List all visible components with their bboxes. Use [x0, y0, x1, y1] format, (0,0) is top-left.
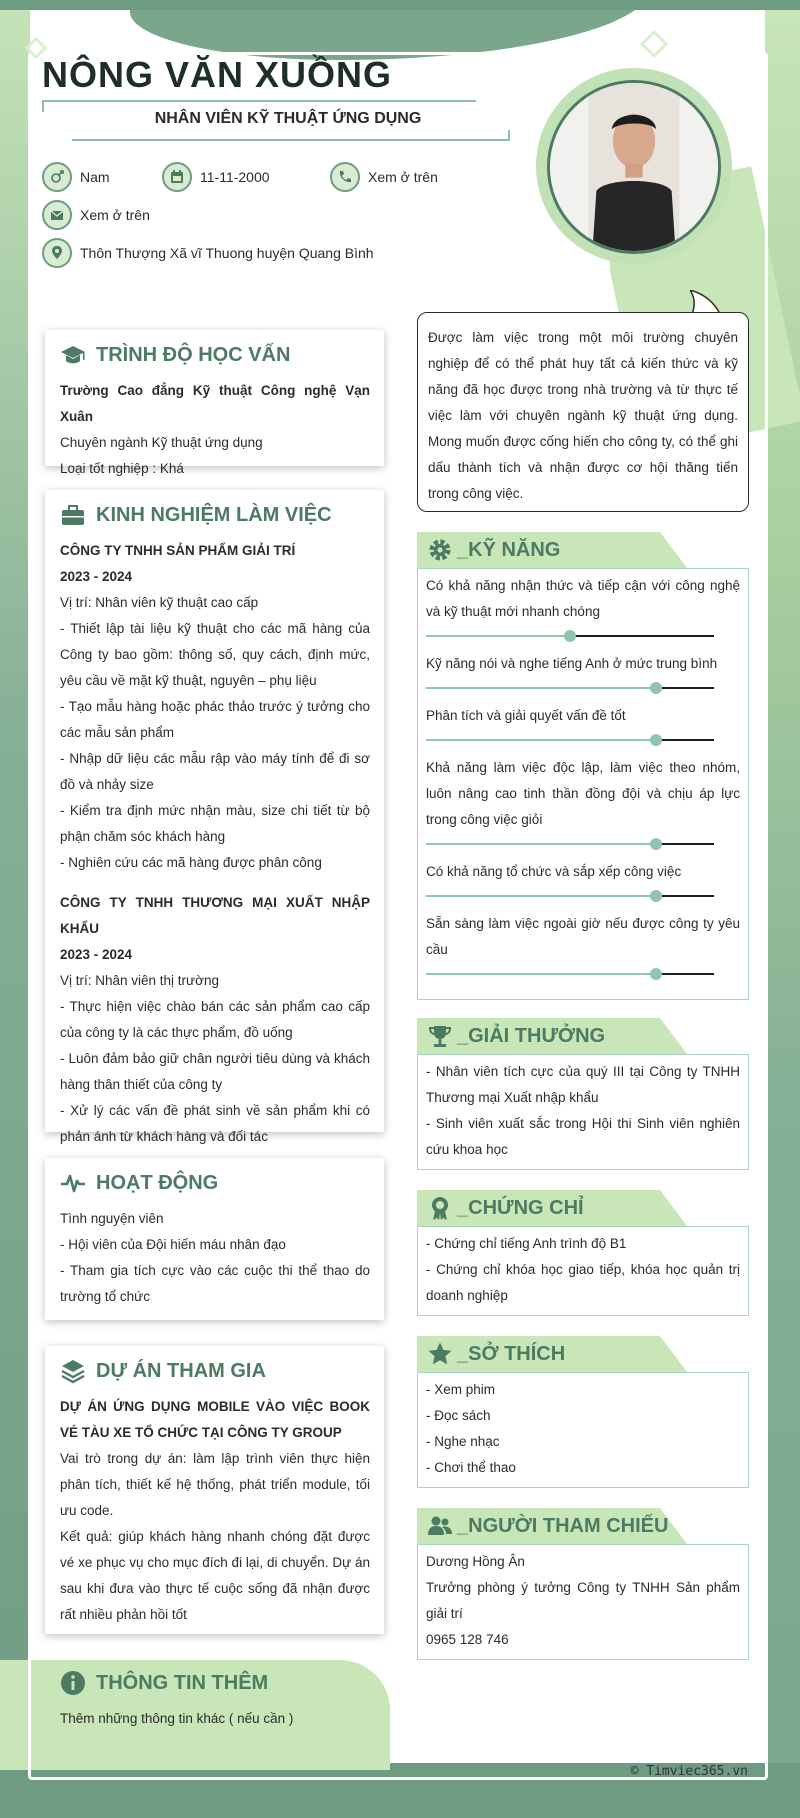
project-result: Kết quả: giúp khách hàng nhanh chóng đặt được vé xe phục vụ cho mục đích đi lại, di chuyển. Dự án sau khi đưa vào thực tế cuộc sống đã nhận được rất nhiều phản hồi tốt	[60, 1529, 370, 1622]
skill-item	[426, 651, 740, 699]
hobby-item: - Xem phim	[426, 1382, 496, 1397]
gender-info	[42, 162, 110, 192]
skill-item	[426, 755, 740, 855]
skill-label: Có khả năng nhận thức và tiếp cận với công nghệ và kỹ thuật mới nhanh chóng	[426, 578, 740, 619]
education-heading	[60, 340, 370, 370]
job-duty: - Thực hiện việc chào bán các sản phẩm cao cấp của công ty là các thực phẩm, đồ uống	[60, 999, 370, 1040]
certificate-item: - Chứng chỉ tiếng Anh trình độ B1	[426, 1236, 627, 1251]
gender-icon	[42, 162, 72, 192]
education-major: Chuyên ngành Kỹ thuật ứng dụng	[60, 435, 263, 450]
skill-label: Kỹ năng nói và nghe tiếng Anh ở mức trung bình	[426, 656, 718, 671]
job-position: Vị trí: Nhân viên kỹ thuật cao cấp	[60, 595, 259, 610]
job-company: CÔNG TY TNHH SẢN PHẨM GIẢI TRÍ	[60, 543, 296, 558]
briefcase-icon	[60, 502, 86, 528]
education-school: Trường Cao đẳng Kỹ thuật Công nghệ Vạn Xuân	[60, 383, 370, 424]
skills-heading	[417, 532, 749, 568]
job-duty: - Luôn đảm bảo giữ chân người tiêu dùng và khách hàng thân thiết của công ty	[60, 1051, 370, 1092]
gear-icon	[427, 537, 453, 563]
email-icon	[42, 200, 72, 230]
references-heading	[417, 1508, 749, 1544]
career-objective	[417, 312, 749, 512]
reference-details	[417, 1544, 749, 1660]
job-duty: - Nhập dữ liệu các mẫu rập vào máy tính để đi sơ đồ và nhảy size	[60, 751, 370, 792]
footer-watermark: © Timviec365.vn	[630, 1764, 748, 1779]
experience-title: KINH NGHIỆM LÀM VIỆC	[96, 504, 332, 526]
certificate-badge-icon	[427, 1195, 453, 1221]
certificates-list	[417, 1226, 749, 1316]
trophy-icon	[427, 1023, 453, 1049]
skill-label: Có khả năng tổ chức và sắp xếp công việc	[426, 864, 682, 879]
experience-heading	[60, 500, 370, 530]
hobbies-heading	[417, 1336, 749, 1372]
education-section	[45, 330, 384, 476]
job-duty: - Thiết lập tài liệu kỹ thuật cho các mã hàng của Công ty bao gồm: thông số, quy cách, định mức, yêu cầu về mặt kỹ thuật, nguyên – phụ liệu	[60, 621, 370, 688]
job-duty: - Xử lý các vấn đề phát sinh về sản phẩm khi có phản ánh từ khách hàng và đối tác	[60, 1103, 370, 1144]
job-entry	[60, 538, 370, 876]
hobby-item: - Chơi thể thao	[426, 1460, 516, 1475]
skill-item	[426, 573, 740, 647]
address-info	[42, 238, 374, 268]
address-value: Thôn Thượng Xã vĩ Thuong huyện Quang Bình	[80, 245, 374, 261]
skills-section	[417, 532, 749, 1000]
certificates-heading	[417, 1190, 749, 1226]
email-info	[42, 200, 150, 230]
hobby-item: - Nghe nhạc	[426, 1434, 500, 1449]
project-name: DỰ ÁN ỨNG DỤNG MOBILE VÀO VIỆC BOOK VÉ TÀU XE TỔ CHỨC TẠI CÔNG TY GROUP	[60, 1399, 370, 1440]
activities-heading	[60, 1168, 370, 1198]
extra-info-title: THÔNG TIN THÊM	[96, 1672, 269, 1694]
name-underline	[42, 100, 476, 102]
experience-section	[45, 490, 384, 1144]
reference-position: Trưởng phòng ý tưởng Công ty TNHH Sản phẩm giải trí	[426, 1580, 740, 1621]
activity-line: - Hội viên của Đội hiến máu nhân đạo	[60, 1237, 286, 1252]
hobbies-title: _SỞ THÍCH	[457, 1342, 566, 1365]
phone-info	[330, 162, 438, 192]
skill-level-bar	[426, 677, 740, 699]
award-item: - Sinh viên xuất sắc trong Hội thi Sinh viên nghiên cứu khoa học	[426, 1116, 740, 1157]
education-title: TRÌNH ĐỘ HỌC VẤN	[96, 344, 291, 366]
speech-bubble-tail	[690, 290, 730, 314]
activities-section	[45, 1158, 384, 1320]
job-position: Vị trí: Nhân viên thị trường	[60, 973, 219, 988]
phone-value: Xem ở trên	[368, 169, 438, 185]
skill-item	[426, 911, 740, 985]
avatar	[547, 80, 721, 254]
projects-section	[45, 1346, 384, 1634]
hobbies-section	[417, 1336, 749, 1488]
hobbies-list	[417, 1372, 749, 1488]
calendar-icon	[162, 162, 192, 192]
skills-list	[417, 568, 749, 1000]
skill-label: Sẵn sàng làm việc ngoài giờ nếu được công ty yêu cầu	[426, 916, 740, 957]
education-grade: Loại tốt nghiệp : Khá	[60, 461, 184, 476]
references-section	[417, 1508, 749, 1660]
hobby-item: - Đọc sách	[426, 1408, 491, 1423]
job-period: 2023 - 2024	[60, 947, 133, 962]
activity-line: - Tham gia tích cực vào các cuộc thi thể thao do trường tổ chức	[60, 1263, 370, 1304]
job-period: 2023 - 2024	[60, 569, 133, 584]
awards-list	[417, 1054, 749, 1170]
dob-value: 11-11-2000	[200, 169, 270, 185]
award-item: - Nhân viên tích cực của quý III tại Công ty TNHH Thương mại Xuất nhập khẩu	[426, 1064, 740, 1105]
projects-heading	[60, 1356, 370, 1386]
extra-info-section	[45, 1668, 384, 1732]
awards-section	[417, 1018, 749, 1170]
candidate-name: NÔNG VĂN XUỒNG	[42, 54, 393, 95]
skill-item	[426, 859, 740, 907]
job-duty: - Tạo mẫu hàng hoặc phác thảo trước ý tưởng cho các mẫu sản phẩm	[60, 699, 370, 740]
star-icon	[427, 1341, 453, 1367]
awards-title: _GIẢI THƯỞNG	[457, 1024, 606, 1047]
activities-title: HOẠT ĐỘNG	[96, 1172, 219, 1194]
job-company: CÔNG TY TNHH THƯƠNG MẠI XUẤT NHẬP KHẨU	[60, 895, 370, 936]
references-title: _NGƯỜI THAM CHIẾU	[457, 1514, 669, 1537]
project-role: Vai trò trong dự án: làm lập trình viên thực hiện phân tích, thiết kế hệ thống, phát triển module, tối ưu code.	[60, 1451, 370, 1518]
certificate-item: - Chứng chỉ khóa học giao tiếp, khóa học quản trị doanh nghiệp	[426, 1262, 740, 1303]
reference-phone: 0965 128 746	[426, 1632, 509, 1647]
skill-label: Phân tích và giải quyết vấn đề tốt	[426, 708, 626, 723]
skill-level-bar	[426, 963, 740, 985]
activity-line: Tình nguyện viên	[60, 1211, 164, 1226]
job-title-underline	[72, 139, 510, 141]
job-duty: - Kiểm tra định mức nhận màu, size chi tiết từ bộ phận chăm sóc khách hàng	[60, 803, 370, 844]
skill-item	[426, 703, 740, 751]
skill-level-bar	[426, 625, 740, 647]
objective-text: Được làm việc trong một môi trường chuyên nghiệp để có thể phát huy tất cả kiến thức và kỹ năng đã học được trong nhà trường và từ thực tế việc làm với chuyên ngành kỹ thuật ứng dụng. Mong muốn được cống hiến cho công ty, có thể ghi dấu thành tích và nhận được cơ hội thăng tiến trong công việc.	[428, 330, 738, 501]
job-title: NHÂN VIÊN KỸ THUẬT ỨNG DỤNG	[154, 110, 422, 127]
phone-icon	[330, 162, 360, 192]
skill-label: Khả năng làm việc độc lập, làm việc theo nhóm, luôn nâng cao tinh thần đồng đội và chịu áp lực trong công việc giỏi	[426, 760, 740, 827]
info-icon	[60, 1670, 86, 1696]
location-icon	[42, 238, 72, 268]
reference-name: Dương Hồng Ân	[426, 1554, 525, 1569]
job-duty: - Nghiên cứu các mã hàng được phân công	[60, 855, 322, 870]
graduation-cap-icon	[60, 342, 86, 368]
extra-info-heading	[60, 1668, 384, 1698]
skills-title: _KỸ NĂNG	[457, 538, 561, 561]
name-underline-tick	[42, 100, 44, 112]
layers-icon	[60, 1358, 86, 1384]
certificates-title: _CHỨNG CHỈ	[457, 1196, 584, 1219]
dob-info	[162, 162, 270, 192]
skill-level-bar	[426, 885, 740, 907]
job-title-underline-tick	[508, 130, 510, 140]
skill-level-bar	[426, 729, 740, 751]
users-icon	[427, 1513, 453, 1539]
projects-title: DỰ ÁN THAM GIA	[96, 1360, 266, 1382]
pulse-icon	[60, 1170, 86, 1196]
extra-info-text: Thêm những thông tin khác ( nếu cần )	[60, 1711, 294, 1726]
gender-value: Nam	[80, 169, 110, 185]
job-entry	[60, 890, 370, 1150]
email-value: Xem ở trên	[80, 207, 150, 223]
awards-heading	[417, 1018, 749, 1054]
certificates-section	[417, 1190, 749, 1316]
skill-level-bar	[426, 833, 740, 855]
